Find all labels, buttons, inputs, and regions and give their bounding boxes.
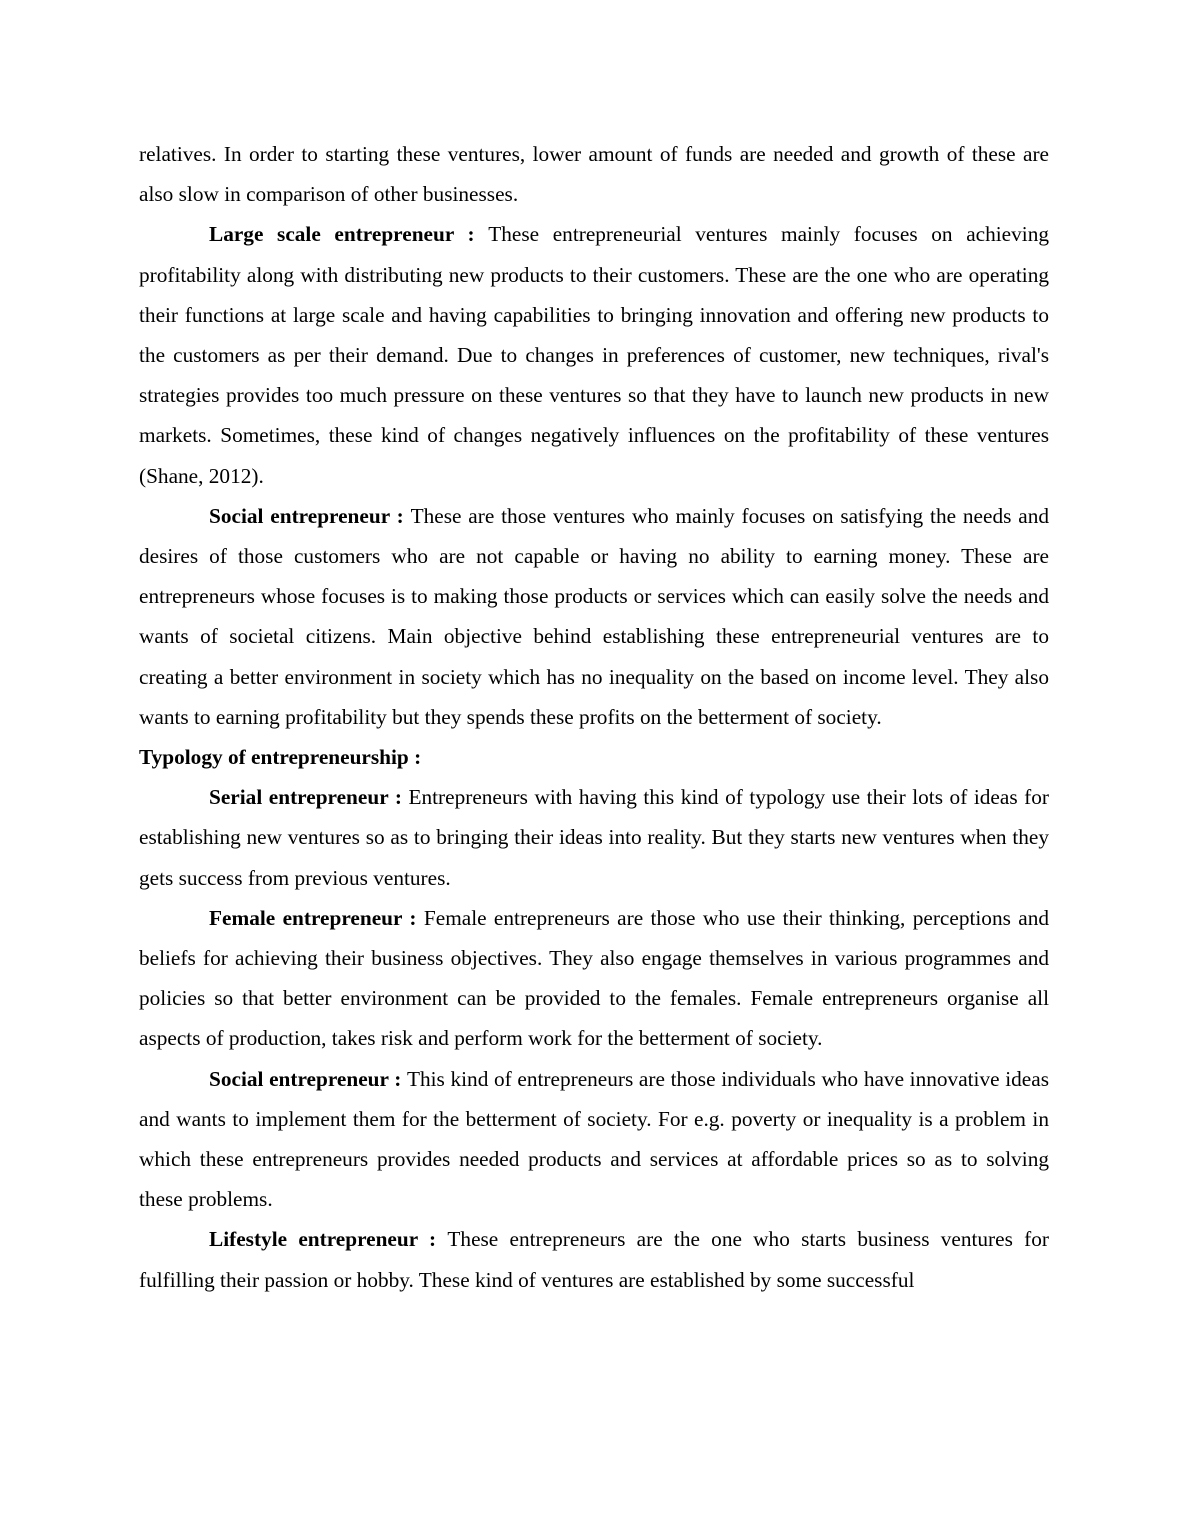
paragraph-text: relatives. In order to starting these ventures, lower amount of funds are needed and growth of these are also slow in comparison of other businesses. — [139, 142, 1049, 207]
paragraph-text: These entrepreneurial ventures mainly focuses on achieving profitability along with distributing new products to their customers. These are the one who are operating their functions at large scale and having capabilities to bringing innovation and offering new products to the customers as per their demand. Due to changes in preferences of customer, new techniques, rival's strategies provides too much pressure on these ventures so that they have to launch new products in new markets. Sometimes, these kind of changes negatively influences on the profitability of these ventures (Shane, 2012). — [139, 222, 1049, 488]
paragraph-female-entrepreneur — [139, 898, 1049, 1059]
paragraph-term: Serial entrepreneur : — [209, 785, 409, 810]
paragraph-term: Social entrepreneur : — [209, 1066, 407, 1091]
paragraph-serial-entrepreneur — [139, 777, 1049, 898]
section-heading: Typology of entrepreneurship : — [139, 745, 422, 770]
paragraph-social-entrepreneur-typology — [139, 1059, 1049, 1220]
paragraph-text: This kind of entrepreneurs are those individuals who have innovative ideas and wants to implement them for the betterment of society. For e.g. poverty or inequality is a problem in which these entrepreneurs provides needed products and services at affordable prices so as to solving these problems. — [139, 1066, 1049, 1212]
paragraph-social-entrepreneur — [139, 496, 1049, 737]
paragraph-term: Female entrepreneur : — [209, 905, 424, 930]
paragraph-text: These entrepreneurs are the one who starts business ventures for fulfilling their passion or hobby. These kind of ventures are established by some successful — [139, 1227, 1049, 1292]
paragraph-lifestyle-entrepreneur — [139, 1219, 1049, 1299]
paragraph-text: Entrepreneurs with having this kind of typology use their lots of ideas for establishing new ventures so as to bringing their ideas into reality. But they starts new ventures when they gets success from previous ventures. — [139, 785, 1049, 890]
paragraph-large-scale-entrepreneur — [139, 214, 1049, 495]
paragraph-term: Social entrepreneur : — [209, 503, 411, 528]
document-page — [139, 134, 1049, 1300]
paragraph-term: Large scale entrepreneur : — [209, 222, 489, 247]
paragraph-text: These are those ventures who mainly focuses on satisfying the needs and desires of those customers who are not capable or having no ability to earning money. These are entrepreneurs whose focuses is to making those products or services which can easily solve the needs and wants of societal citizens. Main objective behind establishing these entrepreneurial ventures are to creating a better environment in society which has no inequality on the based on income level. They also wants to earning profitability but they spends these profits on the betterment of society. — [139, 503, 1049, 729]
paragraph-continuation — [139, 134, 1049, 214]
paragraph-term: Lifestyle entrepreneur : — [209, 1227, 448, 1252]
paragraph-text: Female entrepreneurs are those who use their thinking, perceptions and beliefs for achieving their business objectives. They also engage themselves in various programmes and policies so that better environment can be provided to the females. Female entrepreneurs organise all aspects of production, takes risk and perform work for the betterment of society. — [139, 905, 1049, 1051]
